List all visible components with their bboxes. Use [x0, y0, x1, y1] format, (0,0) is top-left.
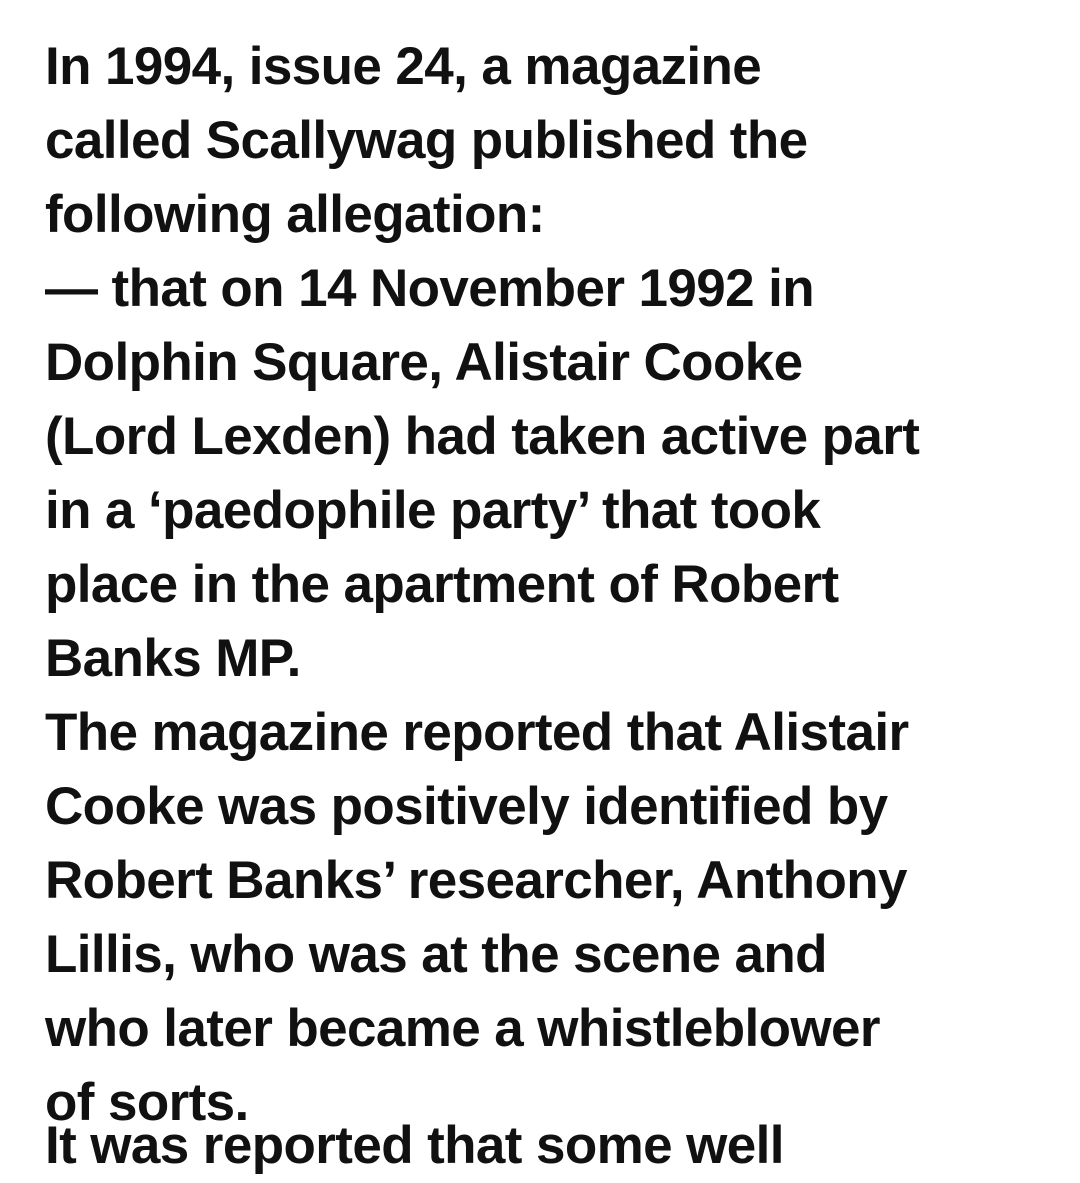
text-line: In 1994, issue 24, a magazine	[45, 37, 762, 96]
text-line: Lillis, who was at the scene and	[45, 925, 827, 984]
text-line: The magazine reported that Alistair	[45, 703, 909, 762]
text-line: Dolphin Square, Alistair Cooke	[45, 333, 803, 392]
text-line: Banks MP.	[45, 629, 301, 688]
text-line: of sorts.	[45, 1073, 249, 1132]
text-line: following allegation:	[45, 185, 545, 244]
text-line: Cooke was positively identified by	[45, 777, 888, 836]
cut-off-line	[0, 1116, 1080, 1175]
text-line: in a ‘paedophile party’ that took	[45, 481, 821, 540]
text-line: Robert Banks’ researcher, Anthony	[45, 851, 907, 910]
text-line: called Scallywag published the	[45, 111, 808, 170]
cut-off-text: It was reported that some well	[45, 1116, 784, 1175]
text-line: — that on 14 November 1992 in	[45, 259, 815, 318]
article-text	[45, 30, 1065, 1140]
text-line: (Lord Lexden) had taken active part	[45, 407, 920, 466]
text-line: who later became a whistleblower	[45, 999, 880, 1058]
text-line: place in the apartment of Robert	[45, 555, 839, 614]
